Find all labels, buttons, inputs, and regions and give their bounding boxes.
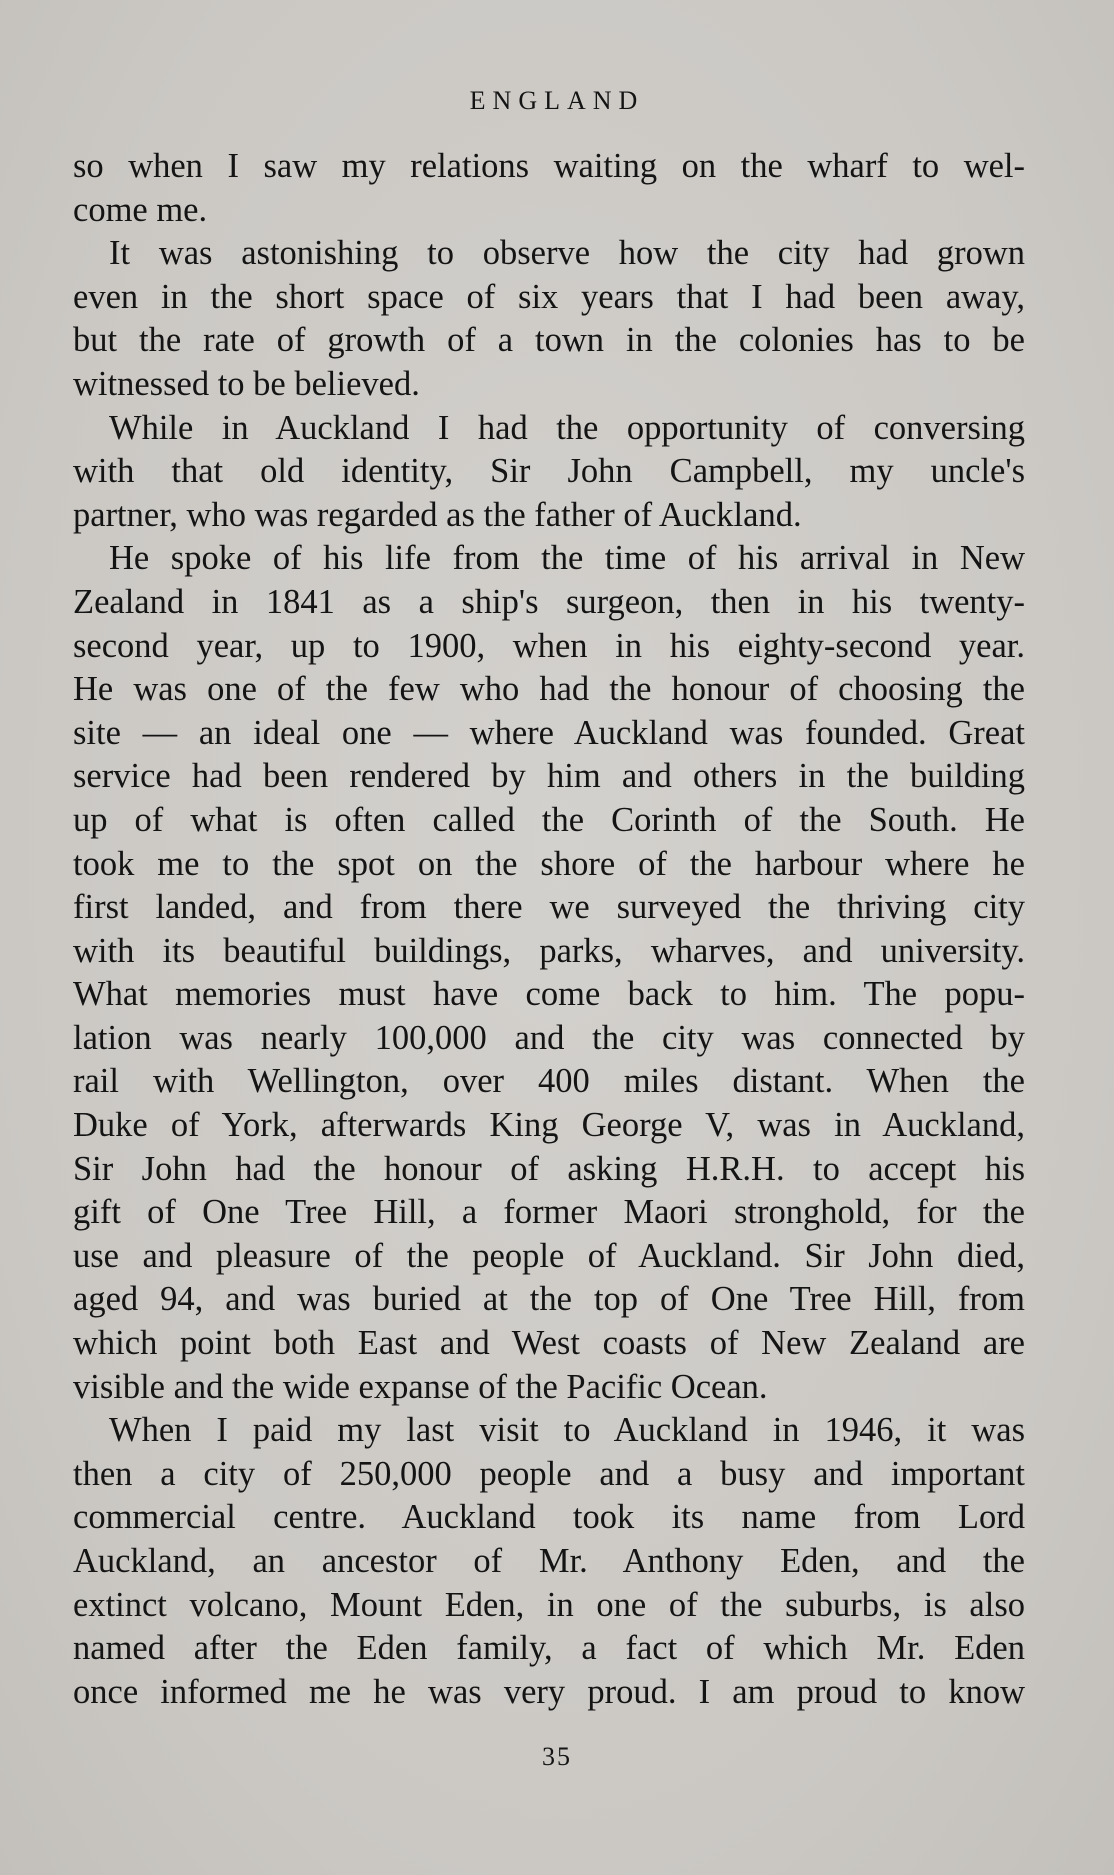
text-line: It was astonishing to observe how the city had grown xyxy=(109,234,1025,273)
text-line: aged 94, and was buried at the top of One Tree Hill, from xyxy=(73,1280,1025,1319)
text-line: second year, up to 1900, when in his eighty-second year. xyxy=(73,626,1025,665)
text-line: commercial centre. Auckland took its name from Lord xyxy=(73,1498,1025,1537)
running-head: ENGLAND xyxy=(469,86,645,115)
text-line: Auckland, an ancestor of Mr. Anthony Eden, and the xyxy=(73,1542,1025,1580)
text-line: which point both East and West coasts of New Zealand are xyxy=(73,1324,1025,1363)
text-line: partner, who was regarded as the father of Auckland. xyxy=(73,495,802,534)
text-line: took me to the spot on the shore of the harbour where he xyxy=(73,844,1025,883)
text-line: but the rate of growth of a town in the colonies has to be xyxy=(73,321,1025,360)
text-line: He was one of the few who had the honour of choosing the xyxy=(73,670,1025,709)
text-line: named after the Eden family, a fact of which Mr. Eden xyxy=(73,1629,1025,1668)
text-line: use and pleasure of the people of Auckland. Sir John died, xyxy=(73,1236,1025,1275)
text-line: come me. xyxy=(73,190,208,229)
text-line: When I paid my last visit to Auckland in 1946, it was xyxy=(109,1411,1025,1450)
text-line: service had been rendered by him and others in the building xyxy=(73,757,1025,796)
body-text xyxy=(73,145,1025,1714)
text-line: What memories must have come back to him. The popu- xyxy=(73,975,1025,1014)
text-line: so when I saw my relations waiting on the wharf to wel- xyxy=(73,147,1025,185)
text-line: visible and the wide expanse of the Pacific Ocean. xyxy=(73,1367,768,1406)
text-line: with that old identity, Sir John Campbell, my uncle's xyxy=(73,452,1025,491)
text-line: site — an ideal one — where Auckland was founded. Great xyxy=(73,713,1025,752)
text-line: lation was nearly 100,000 and the city was connected by xyxy=(73,1018,1025,1057)
text-line: Zealand in 1841 as a ship's surgeon, then in his twenty- xyxy=(73,582,1025,621)
text-line: even in the short space of six years that I had been away, xyxy=(73,277,1025,316)
text-line: first landed, and from there we surveyed the thriving city xyxy=(73,888,1025,927)
text-line: extinct volcano, Mount Eden, in one of the suburbs, is also xyxy=(73,1585,1025,1624)
text-line: witnessed to be believed. xyxy=(73,364,420,403)
text-line: Sir John had the honour of asking H.R.H. to accept his xyxy=(73,1149,1025,1188)
text-line: rail with Wellington, over 400 miles distant. When the xyxy=(73,1062,1025,1101)
text-line: up of what is often called the Corinth of the South. He xyxy=(73,800,1025,839)
text-line: gift of One Tree Hill, a former Maori stronghold, for the xyxy=(73,1193,1025,1232)
page-number: 35 xyxy=(542,1742,572,1771)
text-line: then a city of 250,000 people and a busy and important xyxy=(73,1454,1025,1493)
text-line: Duke of York, afterwards King George V, was in Auckland, xyxy=(73,1106,1025,1145)
text-line: While in Auckland I had the opportunity of conversing xyxy=(109,408,1025,447)
text-line: with its beautiful buildings, parks, wharves, and university. xyxy=(73,931,1025,970)
text-line: He spoke of his life from the time of his arrival in New xyxy=(109,539,1025,578)
text-line: once informed me he was very proud. I am proud to know xyxy=(73,1672,1025,1711)
